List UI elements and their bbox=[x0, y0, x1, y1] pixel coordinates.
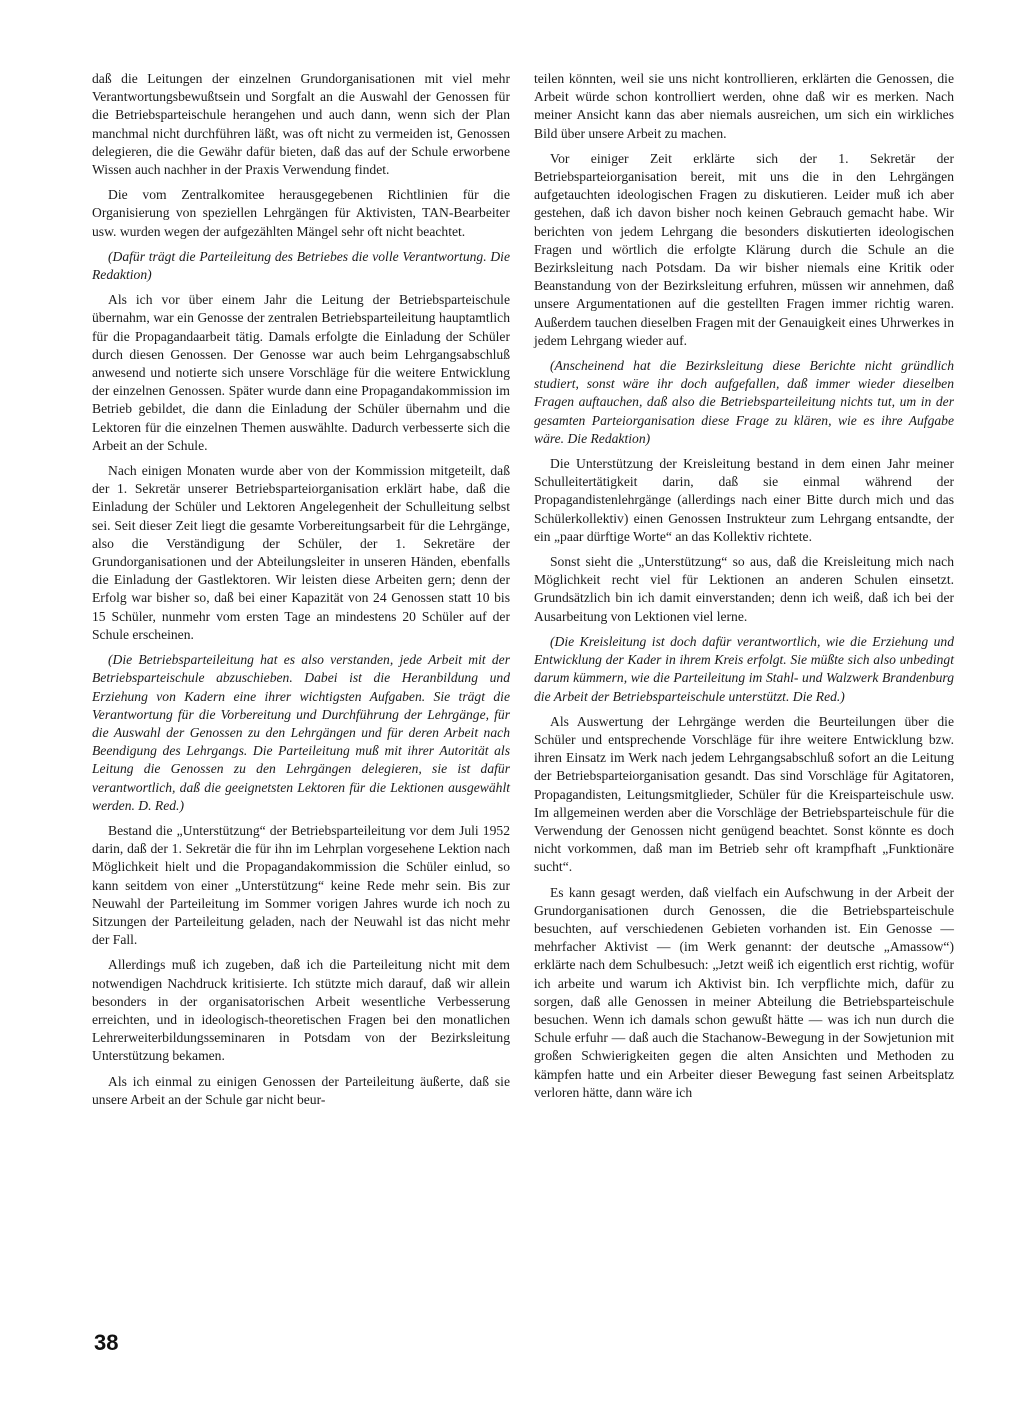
paragraph: Die Unterstützung der Kreisleitung bestand in dem einen Jahr meiner Schulleitertätigkeit darin, daß sie einmal während der Propagandistenlehrgänge (allerdings nach einer Bitte durch mich und das Schülerkollektiv) einen Genossen Instrukteur zum Lehrgang entsandte, der ein „paar dürftige Worte“ an das Kollektiv richtete. bbox=[534, 456, 954, 544]
paragraph: Bestand die „Unterstützung“ der Betriebsparteileitung vor dem Juli 1952 darin, daß der 1. Sekretär die für ihn im Lehrplan vorgesehene Lektion nach Möglichkeit hielt und die Propagandakommission die Schüler einlud, so kann seitdem von einer „Unterstützung“ keine Rede mehr sein. Bis zur Neuwahl der Parteileitung im Sommer vorigen Jahres wurde ich noch zu Sitzungen der Parteileitung geladen, nach der Neuwahl ist das nicht mehr der Fall. bbox=[92, 822, 510, 948]
editorial-note: (Die Kreisleitung ist doch dafür verantwortlich, wie die Erziehung und Entwicklung der Kader in ihrem Kreis erfolgt. Sie müßte sich also unbedingt darum kümmern, wie die Parteileitung im Stahl- und Walzwerk Brandenburg die Arbeit der Betriebsparteischule unterstützt. Die Red.) bbox=[534, 633, 954, 704]
paragraph: teilen könnten, weil sie uns nicht kontrollieren, erklärten die Genossen, die Arbeit würde schon kontrolliert werden, ohne daß wir es merken. Nach meiner Ansicht kann das aber niemals ausreichen, um sich ein wirkliches Bild über unsere Arbeit zu machen. bbox=[534, 71, 954, 141]
paragraph: Als ich vor über einem Jahr die Leitung der Betriebsparteischule übernahm, war ein Genosse der zentralen Betriebsparteileitung hauptamtlich für die Propagandaarbeit tätig. Damals erfolgte die Einladung der Schüler durch diesen Genossen. Der Genosse war auch beim Lehrgangsabschluß anwesend und notierte sich unsere Vorschläge für die weitere Entwicklung der einzelnen Genossen. Später wurde dann eine Propagandakommission im Betrieb gebildet, die dann die Einladung der Schüler übernahm und die Lektoren für die einzelnen Themen auswählte. Dadurch verbesserte sich die Arbeit an der Schule. bbox=[92, 292, 510, 453]
editorial-note: (Anscheinend hat die Bezirksleitung diese Berichte nicht gründlich studiert, sonst wäre ihr doch aufgefallen, daß immer wieder dieselben Fragen auftauchen, daß also die Betriebsparteileitung nichts tut, um in der gesamten Parteiorganisation diese Frage zu klären, wie es ihre Aufgabe wäre. Die Redaktion) bbox=[534, 358, 954, 446]
page-number: 38 bbox=[94, 1330, 119, 1355]
paragraph: Nach einigen Monaten wurde aber von der Kommission mitgeteilt, daß der 1. Sekretär unserer Betriebsparteiorganisation erklärt habe, daß die Einladung der Schüler und Lektoren Angelegenheit der Schulleitung selbst sei. Seit dieser Zeit liegt die gesamte Vorbereitungsarbeit für die Lehrgänge, also die Verständigung der Schüler, der 1. Sekretäre der Grundorganisationen und der Abteilungsleiter in unseren Händen, ebenfalls die Einladung der Gastlektoren. Wir leisten diese Arbeiten gern; denn der Erfolg war bisher so, daß bei einer Kapazität von 24 Genossen statt 10 bis 15 Schüler, nunmehr vom ersten Tage an mindestens 20 Schüler auf der Schule erscheinen. bbox=[92, 463, 510, 642]
paragraph: Es kann gesagt werden, daß vielfach ein Aufschwung in der Arbeit der Grundorganisationen durch Genossen, die die Betriebsparteischule besuchten, auf verschiedenen Gebieten vorhanden ist. Ein Genosse — mehrfacher Aktivist — (im Werk genannt: der deutsche „Amassow“) erklärte nach dem Schulbesuch: „Jetzt weiß ich eigentlich erst richtig, wofür ich arbeite und warum ich Aktivist bin. Ich verpflichte mich, dafür zu sorgen, daß alle Genossen in meiner Abteilung die Betriebsparteischule besuchen. Wenn ich damals schon gewußt hätte — was ich nun durch die Schule erfuhr — daß auch die Stachanow-Bewegung in der Sowjetunion mit großen Schwierigkeiten gegen die alten Ansichten und Methoden zu kämpfen hatte und ein Arbeiter dieser Bewegung fast seinen Arbeitsplatz verloren hätte, dann wäre ich bbox=[534, 884, 954, 1100]
paragraph: Sonst sieht die „Unterstützung“ so aus, daß die Kreisleitung mich nach Möglichkeit recht viel für Lektionen an anderen Schulen einsetzt. Grundsätzlich bin ich damit einverstanden; denn ich weiß, daß ich bei der Ausarbeitung von Lektionen viel lerne. bbox=[534, 554, 954, 624]
editorial-note: (Die Betriebsparteileitung hat es also verstanden, jede Arbeit mit der Betriebsparteischule abzuschieben. Dabei ist die Heranbildung und Erziehung von Kadern eine ihrer wichtigsten Aufgaben. Sie trägt die Verantwortung für die Vorbereitung und Durchführung der Lehrgänge, für die Auswahl der Genossen zu den Lehrgängen und für deren Arbeit nach Beendigung des Lehrgangs. Die Parteileitung muß mit ihrer Autorität als Leitung die Genossen zu den Lehrgängen delegieren, sie ist dafür verantwortlich, daß die geeignetsten Lektoren für die Lektionen ausgewählt werden. D. Red.) bbox=[92, 652, 510, 813]
right-column bbox=[534, 70, 954, 1109]
paragraph: Vor einiger Zeit erklärte sich der 1. Sekretär der Betriebsparteiorganisation bereit, mit uns die in den Lehrgängen aufgetauchten ideologischen Fragen zu diskutieren. Leider muß ich aber gestehen, daß ich davon bisher noch keinen Gebrauch gemacht habe. Wir berichten von jedem Lehrgang die besonders diskutierten ideologischen Fragen und wörtlich die erfolgte Klärung durch die Schule an die Bezirksleitung nach Potsdam. Da wir bisher niemals eine Kritik oder Beanstandung von der Bezirksleitung erfuhren, müssen wir annehmen, daß unsere Argumentationen auf die gestellten Fragen immer richtig waren. Außerdem tauchen dieselben Fragen mit der Genauigkeit eines Uhrwerkes in jedem Lehrgang wieder auf. bbox=[534, 150, 954, 348]
paragraph: Als Auswertung der Lehrgänge werden die Beurteilungen über die Schüler und entsprechende Vorschläge für ihre weitere Entwicklung bzw. ihren Einsatz im Werk nach jedem Lehrgangsabschluß sofort an die Leitung der Betriebsparteiorganisation gesandt. Das sind Vorschläge für Agitatoren, Propagandisten, Leitungsmitglieder, Schüler für die Kreisparteischule usw. Im allgemeinen werden aber die Vorschläge der Betriebsparteischule für die Verwendung der Genossen nicht genügend beachtet. Sonst könnte es doch nicht vorkommen, daß man im Betrieb sehr oft krampfhaft „Funktionäre sucht“. bbox=[534, 713, 954, 875]
editorial-note: (Dafür trägt die Parteileitung des Betriebes die volle Verantwortung. Die Redaktion) bbox=[92, 248, 510, 283]
left-column bbox=[92, 70, 510, 1116]
paragraph: Als ich einmal zu einigen Genossen der Parteileitung äußerte, daß sie unsere Arbeit an der Schule gar nicht beur- bbox=[92, 1073, 510, 1107]
paragraph: daß die Leitungen der einzelnen Grundorganisationen mit viel mehr Verantwortungsbewußtsein und Sorgfalt an die Auswahl der Genossen für die Betriebsparteischule herangehen und auch dann, wenn sich der Plan manchmal nicht durchführen läßt, was oft nicht zu vermeiden ist, Genossen delegieren, die die Gewähr dafür bieten, daß das auf der Schule erworbene Wissen auch nachher in der Praxis Verwendung findet. bbox=[92, 71, 510, 178]
paragraph: Allerdings muß ich zugeben, daß ich die Parteileitung nicht mit dem notwendigen Nachdruck kritisierte. Ich stützte mich darauf, daß wir allein besonders in der organisatorischen Arbeit wesentliche Verbesserung erreichten, und in ideologisch-theoretischen Fragen bei den monatlichen Lehrerweiterbildungsseminaren in Potsdam von der Bezirksleitung Unterstützung bekamen. bbox=[92, 957, 510, 1064]
paragraph: Die vom Zentralkomitee herausgegebenen Richtlinien für die Organisierung von speziellen Lehrgängen für Aktivisten, TAN-Bearbeiter usw. wurden wegen der aufgezählten Mängel sehr oft nicht beachtet. bbox=[92, 187, 510, 239]
